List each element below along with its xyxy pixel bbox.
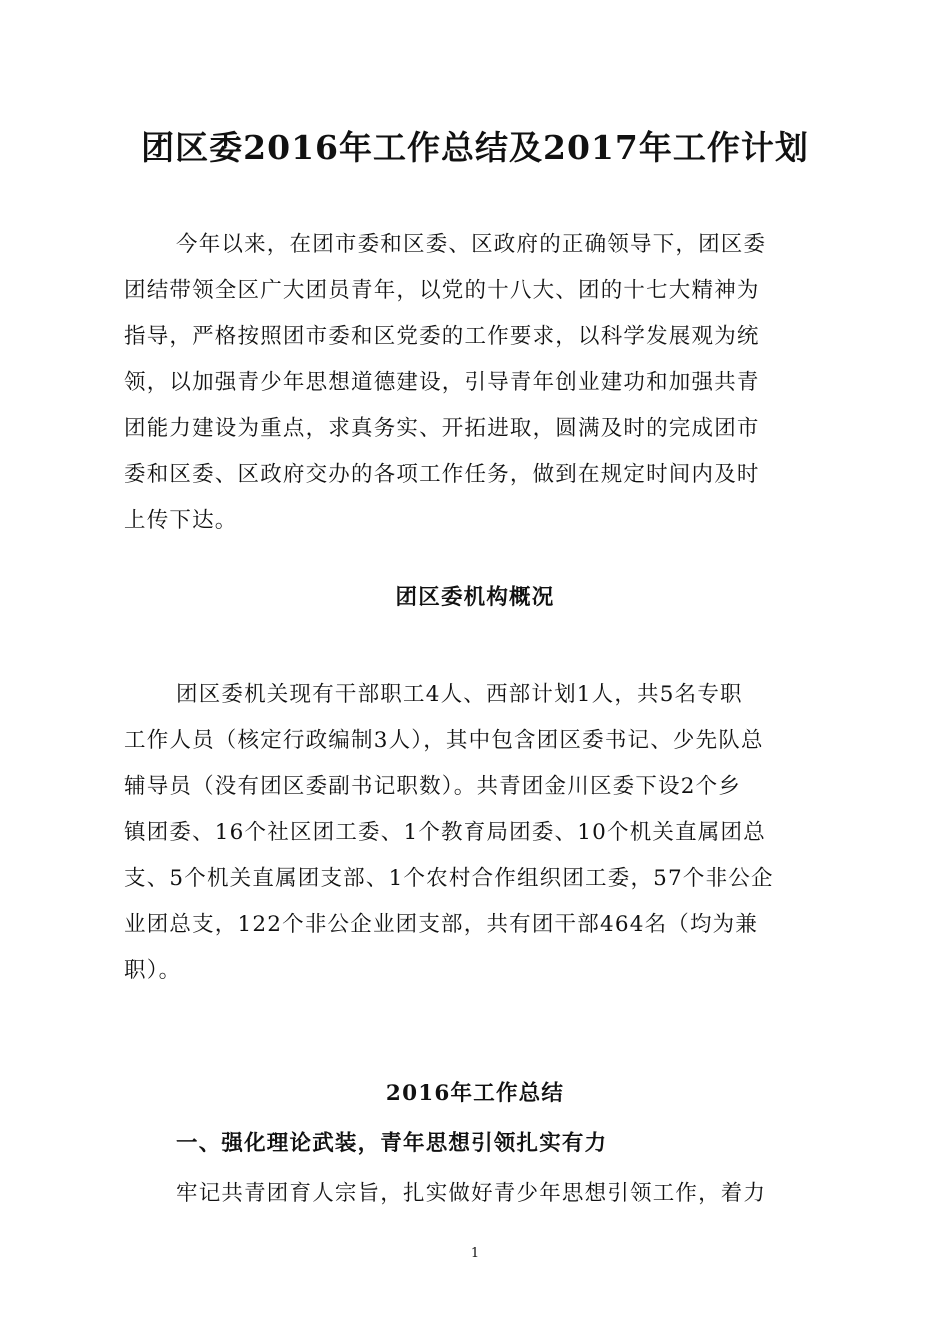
intro-line: 领，以加强青少年思想道德建设，引导青年创业建功和加强共青 [124, 370, 760, 395]
intro-line: 上传下达。 [124, 508, 238, 533]
section-summary-heading: 2016年工作总结 [385, 1081, 565, 1106]
overview-line: 镇团委、16个社区团工委、1个教育局团委、10个机关直属团总 [124, 820, 766, 845]
overview-line: 职）。 [124, 958, 182, 983]
overview-line: 业团总支，122个非公企业团支部，共有团干部464名（均为兼 [124, 912, 759, 937]
body-line: 牢记共青团育人宗旨，扎实做好青少年思想引领工作，着力 [176, 1181, 767, 1206]
intro-line: 团结带领全区广大团员青年，以党的十八大、团的十七大精神为 [124, 278, 760, 303]
overview-paragraph [124, 672, 830, 994]
intro-line: 指导，严格按照团市委和区党委的工作要求，以科学发展观为统 [124, 324, 760, 349]
intro-paragraph [124, 222, 830, 544]
document-title: 团区委2016年工作总结及2017年工作计划 [141, 128, 809, 167]
overview-line: 辅导员（没有团区委副书记职数）。共青团金川区委下设2个乡 [124, 774, 742, 799]
page-number: 1 [470, 1246, 480, 1261]
intro-line: 团能力建设为重点，求真务实、开拓进取，圆满及时的完成团市 [124, 416, 760, 441]
overview-line: 团区委机关现有干部职工4人、西部计划1人，共5名专职 [176, 682, 743, 707]
intro-line: 今年以来，在团市委和区委、区政府的正确领导下，团区委 [176, 232, 767, 257]
section-overview-heading: 团区委机构概况 [395, 585, 555, 610]
overview-line: 工作人员（核定行政编制3人），其中包含团区委书记、少先队总 [124, 728, 764, 753]
subsection-heading: 一、强化理论武装，青年思想引领扎实有力 [176, 1131, 608, 1156]
intro-line: 委和区委、区政府交办的各项工作任务，做到在规定时间内及时 [124, 462, 760, 487]
overview-line: 支、5个机关直属团支部、1个农村合作组织团工委，57个非公企 [124, 866, 774, 891]
